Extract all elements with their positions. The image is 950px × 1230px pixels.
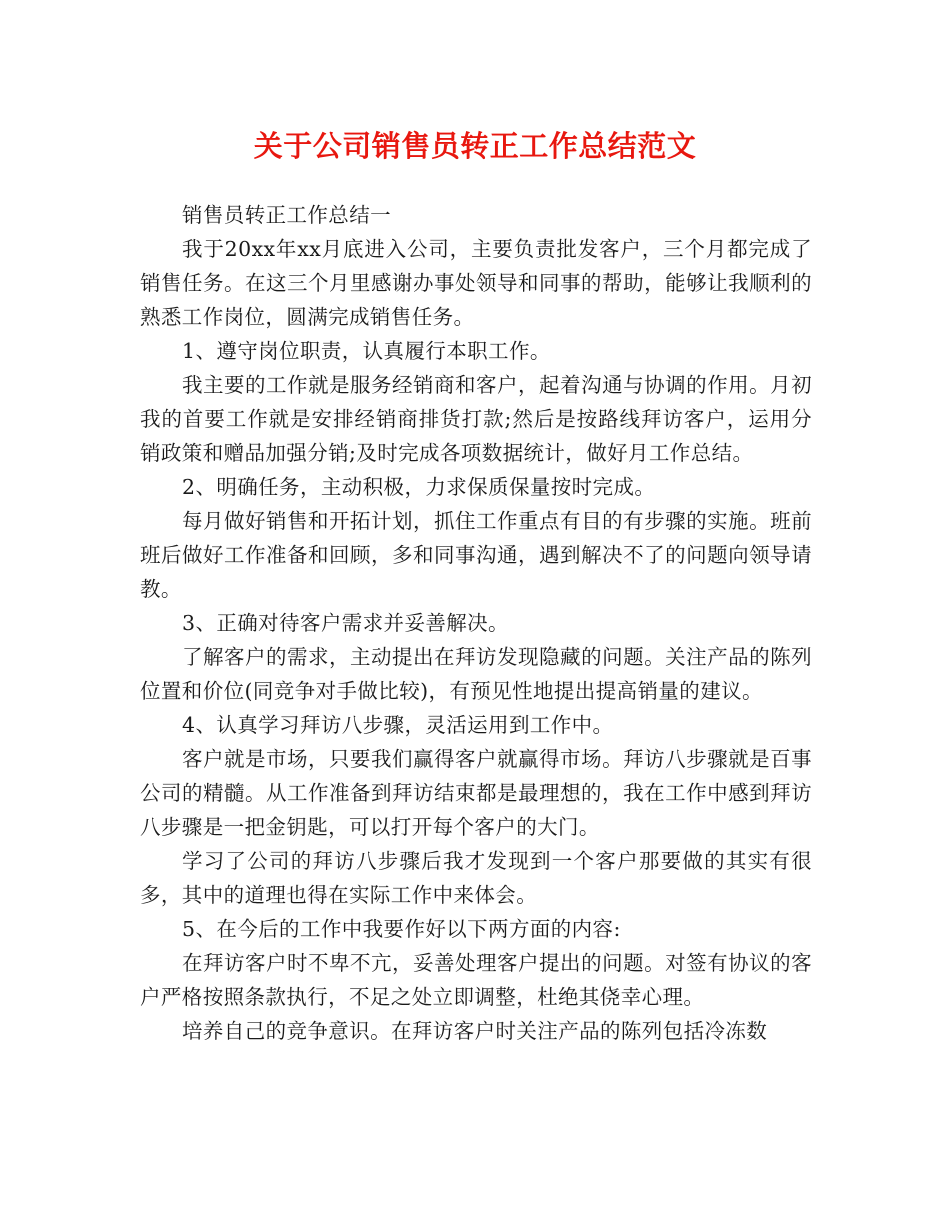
paragraph-heading: 销售员转正工作总结一 — [182, 203, 391, 227]
section-heading: 5、在今后的工作中我要作好以下两方面的内容: — [182, 917, 621, 941]
paragraph: 培养自己的竞争意识。在拜访客户时关注产品的陈列包括冷冻数 — [182, 1019, 768, 1043]
section-heading: 1、遵守岗位职责，认真履行本职工作。 — [182, 339, 551, 363]
section-heading: 4、认真学习拜访八步骤，灵活运用到工作中。 — [182, 713, 614, 737]
paragraph: 客户就是市场，只要我们赢得客户就赢得市场。拜访八步骤就是百事公司的精髓。从工作准备到拜访结束都是最理想的，我在工作中感到拜访八步骤是一把金钥匙，可以打开每个客户的大门。 — [140, 747, 812, 839]
paragraph: 了解客户的需求，主动提出在拜访发现隐藏的问题。关注产品的陈列位置和价位(同竞争对手做比较)，有预见性地提出提高销量的建议。 — [140, 645, 812, 703]
paragraph: 我主要的工作就是服务经销商和客户，起着沟通与协调的作用。月初我的首要工作就是安排经销商排货打款;然后是按路线拜访客户，运用分销政策和赠品加强分销;及时完成各项数据统计，做好月工作总结。 — [140, 373, 812, 465]
paragraph: 学习了公司的拜访八步骤后我才发现到一个客户那要做的其实有很多，其中的道理也得在实际工作中来体会。 — [140, 849, 812, 907]
document-body — [140, 198, 812, 1048]
section-heading: 3、正确对待客户需求并妥善解决。 — [182, 611, 509, 635]
section-heading: 2、明确任务，主动积极，力求保质保量按时完成。 — [182, 475, 656, 499]
paragraph: 每月做好销售和开拓计划，抓住工作重点有目的有步骤的实施。班前班后做好工作准备和回顾，多和同事沟通，遇到解决不了的问题向领导请教。 — [140, 509, 812, 601]
paragraph: 在拜访客户时不卑不亢，妥善处理客户提出的问题。对签有协议的客户严格按照条款执行，不足之处立即调整，杜绝其侥幸心理。 — [140, 951, 812, 1009]
paragraph: 我于20xx年xx月底进入公司，主要负责批发客户，三个月都完成了销售任务。在这三个月里感谢办事处领导和同事的帮助，能够让我顺利的熟悉工作岗位，圆满完成销售任务。 — [140, 237, 812, 329]
document-title: 关于公司销售员转正工作总结范文 — [253, 129, 697, 163]
